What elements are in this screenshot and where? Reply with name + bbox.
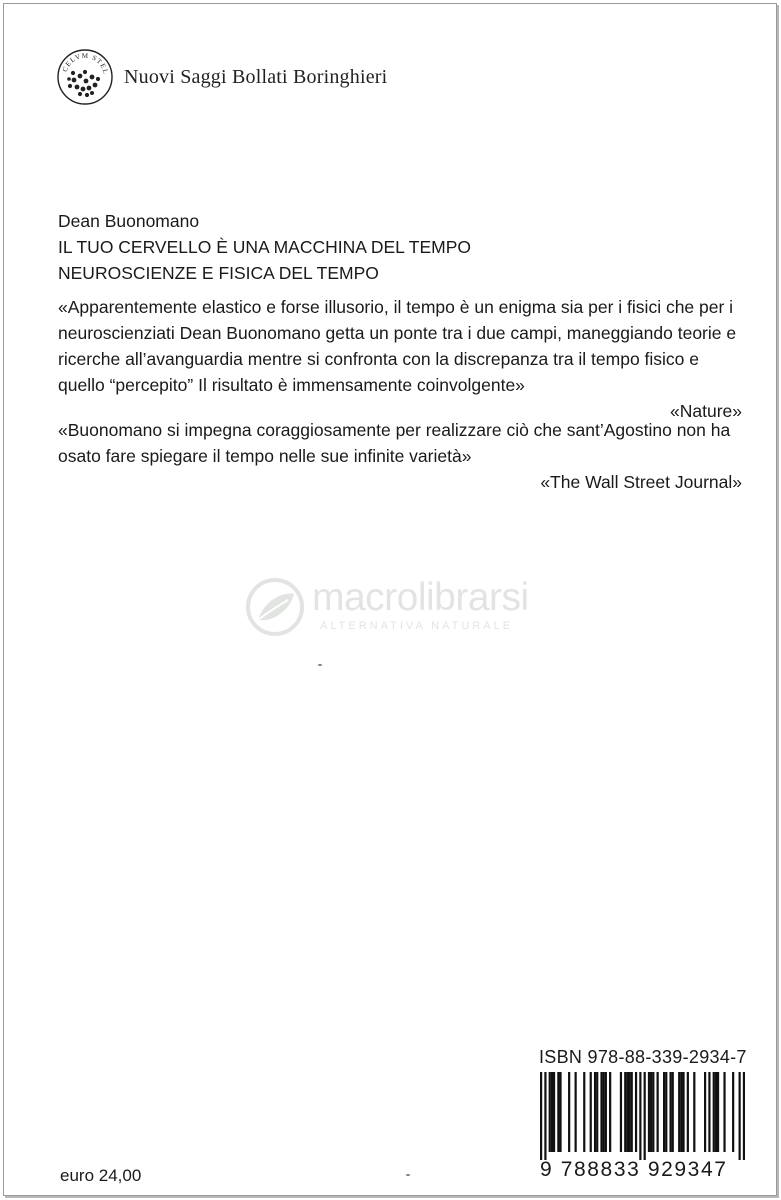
barcode-bar: [715, 1072, 717, 1152]
quote-source: «The Wall Street Journal»: [540, 472, 742, 492]
price: euro 24,00: [60, 1166, 142, 1185]
barcode-bar: [739, 1072, 741, 1160]
isbn-label: ISBN 978-88-339-2934-7: [539, 1047, 747, 1067]
barcode-bar: [693, 1072, 695, 1152]
barcode-bar: [682, 1072, 684, 1152]
barcode-bar: [603, 1072, 605, 1152]
book-info: [58, 208, 748, 286]
barcode-bar: [732, 1072, 734, 1152]
barcode-bar: [704, 1072, 706, 1152]
barcode-bar: [549, 1072, 551, 1152]
barcode-bar: [708, 1072, 710, 1152]
barcode-bar: [672, 1072, 674, 1152]
publisher-name: Nuovi Saggi Bollati Boringhieri: [124, 65, 388, 88]
review-quote-1: [58, 294, 748, 424]
author-name: Dean Buonomano: [58, 211, 200, 231]
barcode-bar: [626, 1072, 628, 1152]
barcode-bar: [583, 1072, 585, 1152]
barcode-bar: [665, 1072, 667, 1152]
review-quote-2: [58, 417, 748, 495]
watermark-tagline: ALTERNATIVA NATURALE: [320, 620, 514, 632]
barcode-bar: [620, 1072, 622, 1152]
barcode-bar: [557, 1072, 559, 1152]
barcode-bar: [713, 1072, 715, 1152]
barcode-bar: [553, 1072, 555, 1152]
barcode-bar: [743, 1072, 745, 1160]
svg-text:CELVM STELLATVM: CELVM STEL: [60, 51, 110, 76]
barcode-bar: [596, 1072, 598, 1152]
barcode-bar: [678, 1072, 680, 1152]
barcode-bar: [657, 1072, 659, 1152]
barcode-bar: [652, 1072, 654, 1152]
barcode-bar: [628, 1072, 630, 1152]
barcode-bar: [717, 1072, 719, 1152]
quote-text: «Buonomano si impegna coraggiosamente per realizzare ciò che sant’Agostino non ha osato fare spiegare il tempo nelle sue infinite varietà»: [58, 420, 731, 466]
back-cover: [3, 3, 777, 1196]
book-subtitle: NEUROSCIENZE E FISICA DEL TEMPO: [58, 263, 379, 283]
barcode-bar: [605, 1072, 607, 1152]
barcode-bar: [544, 1072, 546, 1160]
book-title: IL TUO CERVELLO È UNA MACCHINA DEL TEMPO: [58, 237, 471, 257]
print-speck: [318, 664, 322, 666]
barcode-bar: [635, 1072, 637, 1152]
publisher-header: [56, 48, 387, 106]
quote-text: «Apparentemente elastico e forse illusorio, il tempo è un enigma sia per i fisici che per i neuroscienziati Dean Buonomano getta un ponte tra i due campi, maneggiando teorie e ricerche all’avanguardia mentre si confronta con la discrepanza tra il tempo fisico e quello “percepito” Il risultato è immensamente coinvolgente»: [58, 297, 737, 395]
barcode-bar: [551, 1072, 553, 1152]
barcode: [540, 1072, 745, 1160]
watermark: [244, 574, 554, 644]
barcode-bar: [540, 1072, 542, 1160]
barcode-bar: [590, 1072, 592, 1152]
barcode-bar: [723, 1072, 725, 1152]
barcode-bar: [639, 1072, 641, 1160]
barcode-bar: [669, 1072, 671, 1152]
barcode-bar: [575, 1072, 577, 1152]
barcode-digits: 9 788833 929347: [540, 1158, 728, 1181]
barcode-bar: [648, 1072, 650, 1152]
barcode-bar: [609, 1072, 611, 1152]
barcode-bar: [600, 1072, 602, 1152]
barcode-bar: [663, 1072, 665, 1152]
barcode-bar: [631, 1072, 633, 1152]
watermark-name: macrolibrarsi: [312, 576, 529, 619]
barcode-bar: [680, 1072, 682, 1152]
quote-source: «Nature»: [670, 401, 742, 421]
star-cluster-seal-icon: [56, 48, 114, 106]
barcode-bar: [568, 1072, 570, 1152]
leaf-icon: [244, 576, 306, 638]
barcode-bar: [594, 1072, 596, 1152]
barcode-bar: [624, 1072, 626, 1152]
barcode-bar: [687, 1072, 689, 1152]
barcode-bar: [644, 1072, 646, 1160]
barcode-bar: [559, 1072, 561, 1152]
print-speck: [406, 1174, 410, 1176]
barcode-bar: [650, 1072, 652, 1152]
